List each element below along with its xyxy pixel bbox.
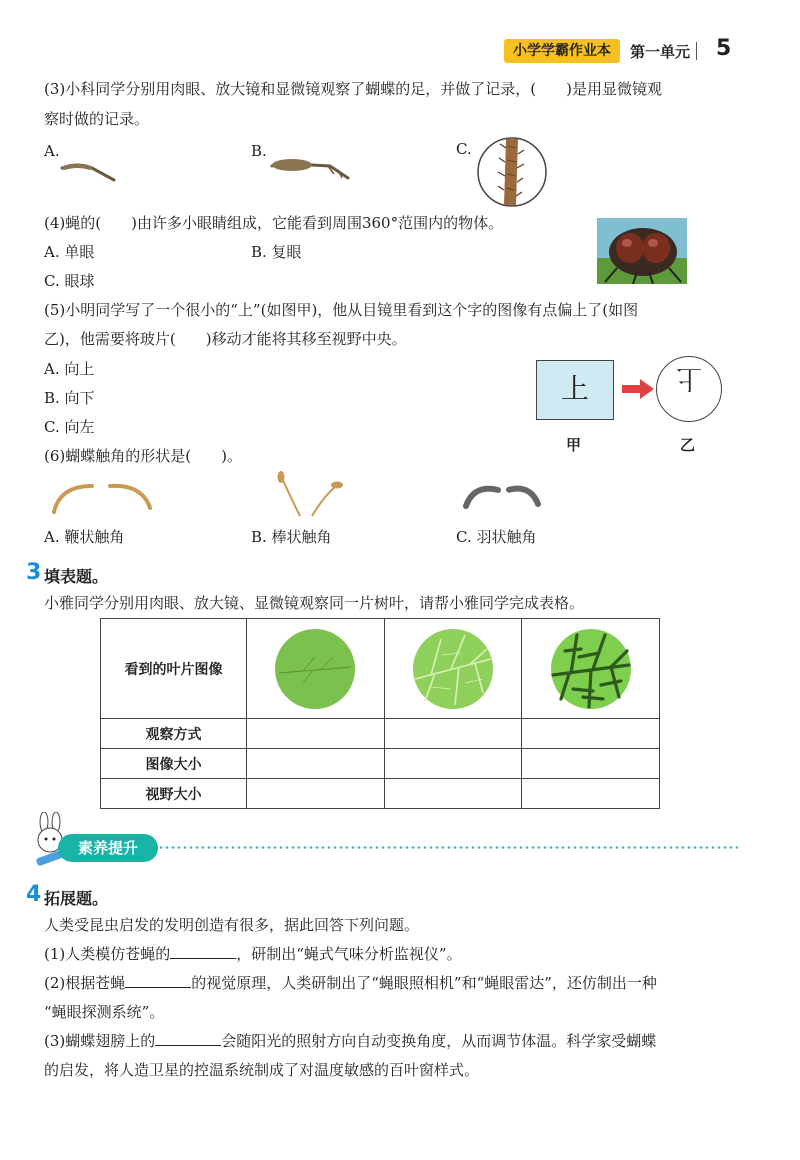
q3-stem-text: (3)小科同学分别用肉眼、放大镜和显微镜观察了蝴蝶的足，并做了记录，( [44,80,537,98]
q5-stem-line2-end: )移动才能将其移至视野中央。 [205,330,407,348]
club-antennae-image [270,470,346,520]
q3-stem-line1 [44,79,662,99]
row-label-method: 观察方式 [101,719,247,749]
whip-antennae-image [46,478,158,518]
label-yi: 乙 [680,436,696,454]
answer-blank[interactable] [155,1031,221,1046]
figure-yi-view [656,356,722,422]
q4-stem [44,213,503,233]
q6-option-b: B. 棒状触角 [251,528,332,546]
answer-cell[interactable] [384,779,522,809]
section3-number: 3 [26,560,42,585]
butterfly-leg-naked-eye-image [58,156,118,186]
q6-stem-end: )。 [221,447,242,465]
section4-intro: 人类受昆虫启发的发明创造有很多，据此回答下列问题。 [44,916,420,934]
answer-blank[interactable] [125,973,191,988]
butterfly-leg-microscope-image [476,136,548,208]
section4-q3-line2: 的启发，将人造卫星的控温系统制成了对温度敏感的百叶窗样式。 [44,1061,480,1079]
leaf-naked-eye-image [273,627,357,711]
section4-q3-end: 会随阳光的照射方向自动变换角度，从而调节体温。科学家受蝴蝶 [221,1032,657,1050]
red-arrow-icon [620,378,656,400]
butterfly-leg-magnifier-image [268,152,352,186]
section4-q1-end: ，研制出“蝇式气味分析监视仪”。 [236,945,462,963]
header-divider [696,42,697,60]
section3-instruction: 小雅同学分别用肉眼、放大镜、显微镜观察同一片树叶，请帮小雅同学完成表格。 [44,594,585,612]
q6-stem-start: (6)蝴蝶触角的形状是( [44,447,192,465]
section4-q3-start: (3)蝴蝶翅膀上的 [44,1032,156,1050]
answer-cell[interactable] [247,779,385,809]
book-title-badge: 小学学霸作业本 [504,39,620,63]
figure-jia-char: 上 [560,372,589,405]
feather-antennae-image [460,480,544,510]
label-jia: 甲 [566,436,582,454]
q5-stem-line2 [44,329,407,349]
section4-q1 [44,944,462,964]
q3-stem-text-end: )是用显微镜观 [566,80,662,98]
figure-jia-slide [536,360,614,420]
section4-title: 拓展题。 [44,889,109,908]
q4-option-a: A. 单眼 [44,243,95,261]
row-label-image: 看到的叶片图像 [101,619,247,719]
answer-cell[interactable] [247,719,385,749]
leaf-cell-naked-eye [247,619,385,719]
section4-q2 [44,973,657,993]
q6-stem [44,446,242,466]
leaf-cell-microscope [522,619,660,719]
fly-compound-eye-photo [597,218,687,284]
answer-blank[interactable] [170,944,236,959]
q3-option-b-label: B. [251,142,267,160]
q5-option-b: B. 向下 [44,389,95,407]
q6-option-c: C. 羽状触角 [456,528,537,546]
section4-q1-start: (1)人类模仿苍蝇的 [44,945,171,963]
q3-option-c-label: C. [456,140,472,158]
dotted-divider [158,846,738,849]
leaf-microscope-image [549,627,633,711]
literacy-improvement-banner: 素养提升 [58,834,158,862]
q3-stem-line2: 察时做的记录。 [44,110,150,128]
answer-cell[interactable] [522,779,660,809]
row-label-image-size: 图像大小 [101,749,247,779]
answer-cell[interactable] [522,749,660,779]
answer-cell[interactable] [384,749,522,779]
section4-q3 [44,1031,656,1051]
table-row [101,779,660,809]
leaf-cell-magnifier [384,619,522,719]
q4-stem-end: )由许多小眼睛组成，它能看到周围360°范围内的物体。 [131,214,504,232]
table-row [101,719,660,749]
section4-q2-line2: “蝇眼探测系统”。 [44,1003,165,1021]
leaf-magnifier-image [411,627,495,711]
answer-cell[interactable] [384,719,522,749]
answer-cell[interactable] [247,749,385,779]
q4-stem-start: (4)蝇的( [44,214,102,232]
table-row [101,619,660,719]
section4-q2-end: 的视觉原理，人类研制出了“蝇眼照相机”和“蝇眼雷达”，还仿制出一种 [191,974,657,992]
table-row [101,749,660,779]
q5-option-a: A. 向上 [44,360,95,378]
answer-cell[interactable] [522,719,660,749]
q3-option-a-label: A. [44,142,60,160]
section4-q2-start: (2)根据苍蝇 [44,974,126,992]
row-label-field-size: 视野大小 [101,779,247,809]
observation-table [100,618,660,809]
q5-stem-line1: (5)小明同学写了一个很小的“上”(如图甲)，他从目镜里看到这个字的图像有点偏上了(如图 [44,301,639,319]
section4-number: 4 [26,882,42,907]
unit-label: 第一单元 [630,43,691,61]
q5-option-c: C. 向左 [44,418,95,436]
figure-yi-char: 上 [676,363,703,393]
q4-option-b: B. 复眼 [251,243,302,261]
q6-option-a: A. 鞭状触角 [44,528,125,546]
q5-stem-line2-start: 乙)，他需要将玻片( [44,330,176,348]
page-number: 5 [716,36,732,61]
section3-title: 填表题。 [44,567,109,586]
q4-option-c: C. 眼球 [44,272,95,290]
